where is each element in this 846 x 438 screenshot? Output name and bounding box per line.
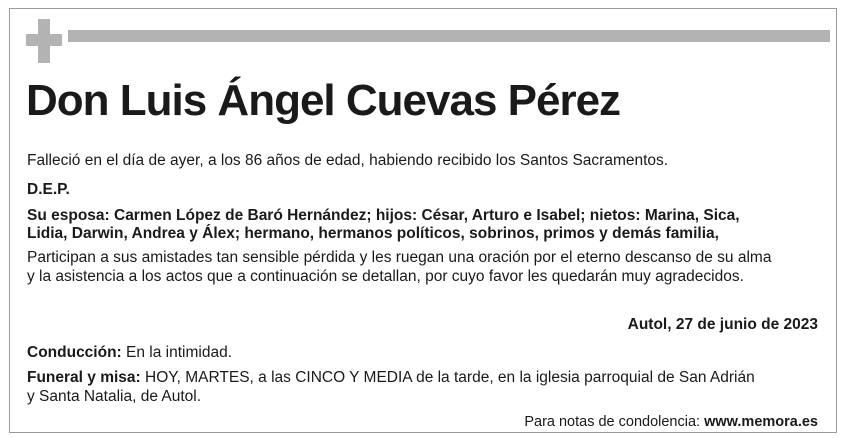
obituary-card — [9, 8, 837, 433]
funeral-line-2: y Santa Natalia, de Autol. — [27, 388, 202, 405]
dep-line: D.E.P. — [27, 181, 70, 198]
participation-line-2: y la asistencia a los actos que a continuación se detallan, por cuyo favor les quedarán muy agradecidos. — [27, 268, 744, 285]
funeral-label: Funeral y misa: — [27, 369, 141, 386]
family-line-2: Lidia, Darwin, Andrea y Álex; hermano, hermanos políticos, sobrinos, primos y demás familia, — [27, 225, 719, 242]
header-rule — [68, 30, 830, 42]
funeral-value-1: HOY, MARTES, a las CINCO Y MEDIA de la tarde, en la iglesia parroquial de San Adrián — [140, 369, 755, 386]
place-date: Autol, 27 de junio de 2023 — [627, 316, 818, 333]
cross-icon — [26, 19, 62, 63]
conduccion-label: Conducción: — [27, 344, 122, 361]
funeral-line-1 — [27, 368, 755, 387]
condolence-site-link[interactable]: www.memora.es — [704, 414, 818, 430]
conduccion-value: En la intimidad. — [121, 344, 232, 361]
conduccion-line — [27, 343, 232, 362]
participation-line-1: Participan a sus amistades tan sensible pérdida y les ruegan una oración por el eterno descanso de su alma — [27, 249, 772, 266]
deceased-name: Don Luis Ángel Cuevas Pérez — [26, 76, 621, 125]
condolence-label: Para notas de condolencia: — [524, 414, 705, 430]
family-line-1: Su esposa: Carmen López de Baró Hernández; hijos: César, Arturo e Isabel; nietos: Marina, Sica, — [27, 207, 740, 224]
death-line: Falleció en el día de ayer, a los 86 años de edad, habiendo recibido los Santos Sacramentos. — [27, 152, 669, 169]
condolence-notes — [524, 414, 818, 430]
